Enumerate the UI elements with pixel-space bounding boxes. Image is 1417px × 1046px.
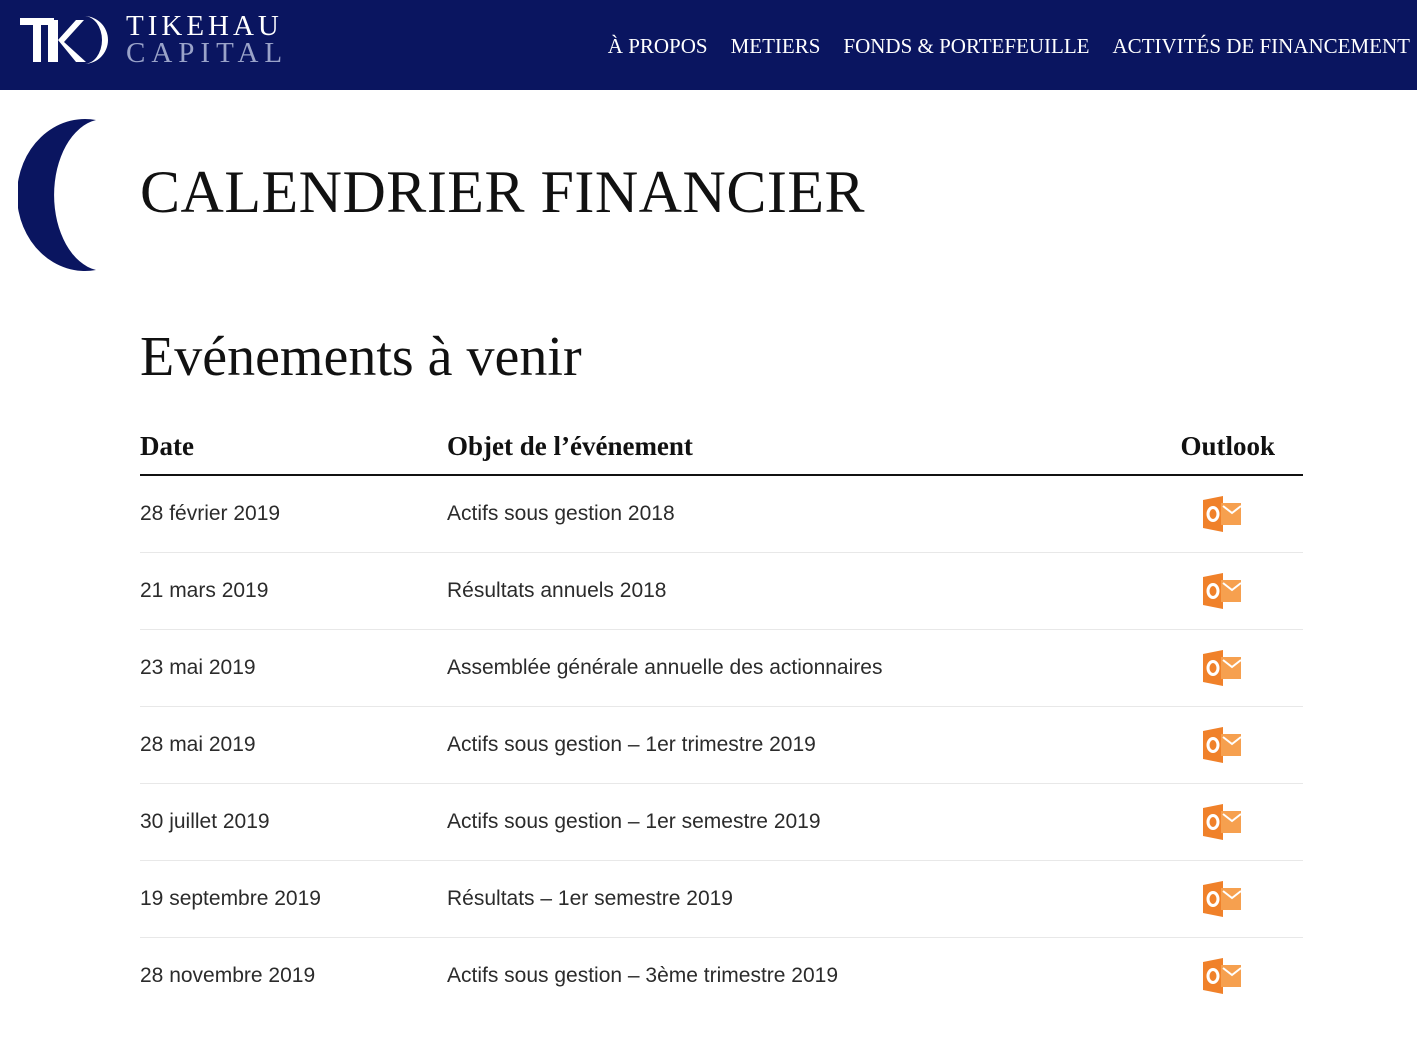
column-header-outlook: Outlook [1103, 418, 1303, 475]
event-subject: Actifs sous gestion – 1er trimestre 2019 [447, 707, 1103, 784]
table-row [140, 475, 1303, 553]
event-date: 30 juillet 2019 [140, 784, 447, 861]
top-navigation-bar [0, 0, 1417, 90]
nav-metiers[interactable]: METIERS [730, 33, 821, 58]
main-nav [608, 31, 1410, 61]
event-subject: Actifs sous gestion 2018 [447, 475, 1103, 553]
outlook-icon[interactable] [1201, 726, 1243, 764]
logo-monogram-icon [18, 12, 114, 64]
table-row [140, 707, 1303, 784]
event-date: 23 mai 2019 [140, 630, 447, 707]
section-title: Evénements à venir [140, 326, 582, 388]
nav-activites-financement[interactable]: ACTIVITÉS DE FINANCEMENT [1112, 33, 1410, 58]
crescent-decoration-icon [18, 118, 98, 272]
events-table [140, 418, 1303, 1014]
logo-word-capital: CAPITAL [126, 37, 289, 69]
column-header-date: Date [140, 418, 447, 475]
logo[interactable] [18, 10, 288, 70]
outlook-icon[interactable] [1201, 649, 1243, 687]
event-outlook-cell [1103, 475, 1303, 553]
event-date: 28 novembre 2019 [140, 964, 316, 987]
event-date: 28 mai 2019 [140, 707, 447, 784]
event-subject: Résultats – 1er semestre 2019 [447, 861, 1103, 938]
event-outlook-cell [1103, 938, 1303, 1015]
event-subject: Résultats annuels 2018 [447, 553, 1103, 630]
table-header-row [140, 418, 1303, 475]
page-title: CALENDRIER FINANCIER [140, 159, 865, 225]
nav-fonds-portefeuille[interactable]: FONDS & PORTEFEUILLE [843, 33, 1090, 58]
logo-wordmark [126, 12, 288, 68]
table-row [140, 938, 1303, 1015]
outlook-icon[interactable] [1201, 880, 1243, 918]
event-outlook-cell [1103, 784, 1303, 861]
event-date: 19 septembre 2019 [140, 861, 447, 938]
event-outlook-cell [1103, 707, 1303, 784]
outlook-icon[interactable] [1201, 803, 1243, 841]
table-row [140, 784, 1303, 861]
outlook-icon[interactable] [1201, 495, 1243, 533]
event-date: 21 mars 2019 [140, 553, 447, 630]
event-outlook-cell [1103, 553, 1303, 630]
nav-a-propos[interactable]: À PROPOS [607, 33, 708, 58]
event-subject: Actifs sous gestion – 1er semestre 2019 [447, 784, 1103, 861]
logo-word-tikehau: TIKEHAU [126, 10, 283, 42]
table-row [140, 630, 1303, 707]
table-row [140, 553, 1303, 630]
outlook-icon[interactable] [1201, 957, 1243, 995]
event-subject: Actifs sous gestion – 3ème trimestre 2019 [447, 964, 839, 987]
table-row [140, 861, 1303, 938]
event-outlook-cell [1103, 630, 1303, 707]
outlook-icon[interactable] [1201, 572, 1243, 610]
event-subject: Assemblée générale annuelle des actionnaires [447, 630, 1103, 707]
event-outlook-cell [1103, 861, 1303, 938]
column-header-subject: Objet de l’événement [447, 418, 1103, 475]
event-date: 28 février 2019 [140, 475, 447, 553]
